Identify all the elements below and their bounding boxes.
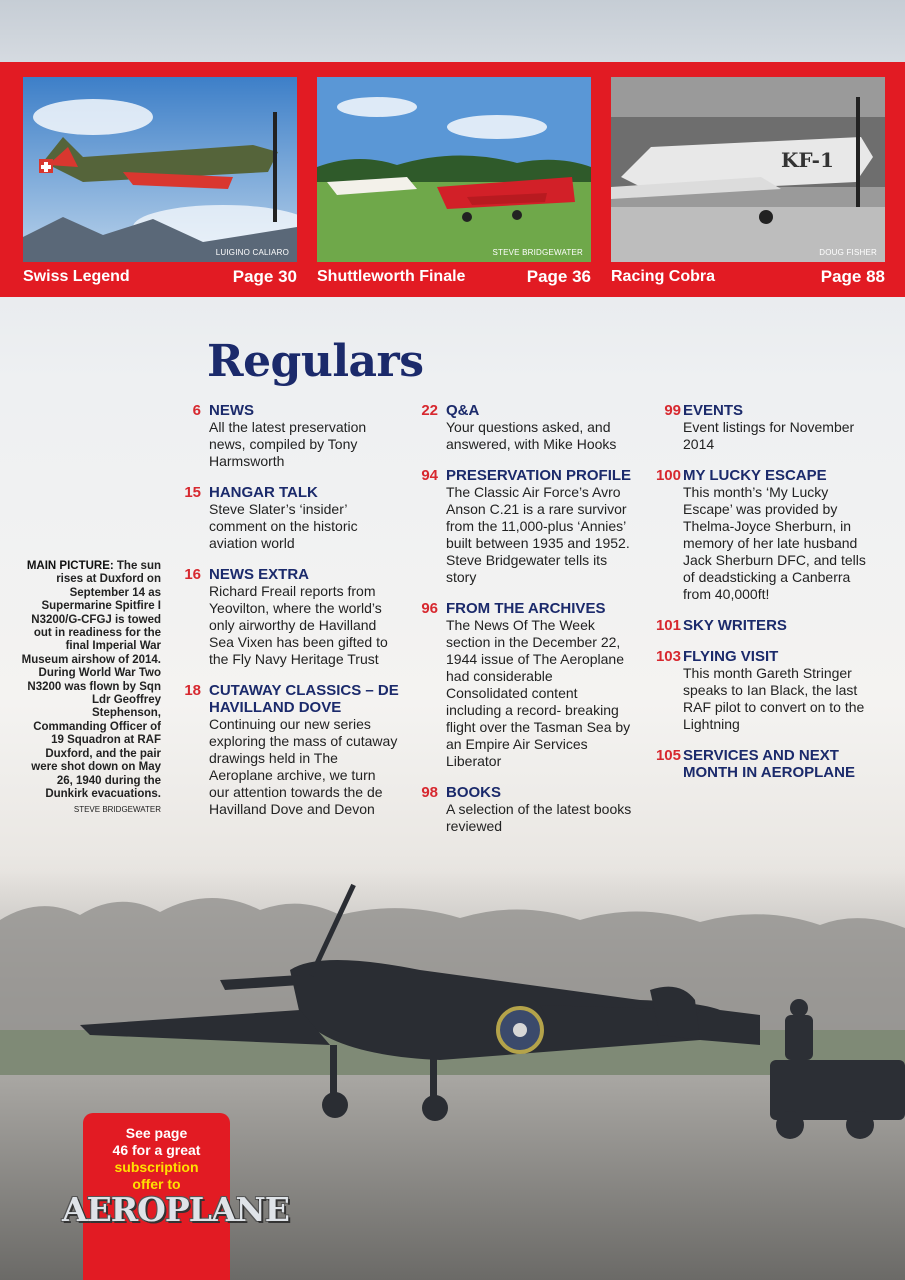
entry-page-number: 100	[655, 467, 681, 484]
contents-entry[interactable]	[421, 467, 636, 586]
entry-title: NEWS	[209, 402, 254, 419]
entry-title: NEWS EXTRA	[209, 566, 310, 583]
photo-credit: LUIGINO CALIARO	[215, 248, 289, 257]
contents-entry[interactable]	[655, 747, 878, 781]
entry-description: The News Of The Week section in the December 22, 1944 issue of The Aeroplane had considerable Consolidated content including a record- breaking flight over the Tasman Sea by an Empire Air Services Liberator	[446, 617, 631, 769]
entry-description: The Classic Air Force’s Avro Anson C.21 is a rare survivor from the 11,000-plus ‘Annies’ built between 1935 and 1952. Steve Bridgewater tells its story	[446, 484, 630, 585]
contents-entry[interactable]	[184, 682, 399, 818]
contents-entry[interactable]	[655, 617, 878, 634]
entry-page-number: 22	[421, 402, 438, 419]
caption-swiss-legend[interactable]: Swiss Legend	[23, 268, 130, 285]
feature-strip	[0, 62, 905, 297]
entry-description: This month’s ‘My Lucky Escape’ was provided by Thelma-Joyce Sherburn, in memory of her late husband Jack Sherburn DFC, and tells of deadsticking a Canberra from 40,000ft!	[683, 484, 866, 602]
entry-page-number: 101	[655, 617, 681, 634]
entry-description: All the latest preservation news, compiled by Tony Harmsworth	[209, 419, 367, 469]
photo-credit: STEVE BRIDGEWATER	[492, 248, 583, 257]
section-heading: Regulars	[207, 336, 424, 387]
caption-racing-cobra[interactable]: Racing Cobra	[611, 268, 716, 285]
roundel-centre	[513, 1023, 527, 1037]
promo-line-highlight: subscription	[114, 1159, 199, 1175]
entry-title: FROM THE ARCHIVES	[446, 600, 606, 617]
page-ref-shuttleworth-finale[interactable]: Page 36	[526, 267, 591, 286]
aeroplane-logo: AEROPLANE	[62, 1190, 289, 1229]
contents-entry[interactable]	[421, 600, 636, 770]
entry-page-number: 96	[421, 600, 438, 617]
entry-title: SERVICES AND NEXT MONTH IN AEROPLANE	[683, 747, 855, 781]
entry-description: Event listings for November 2014	[683, 419, 855, 452]
photo-racing-cobra[interactable]	[611, 77, 885, 262]
entry-description: Richard Freail reports from Yeovilton, where the world’s only airworthy de Havilland Sea Vixen has been gifted to the Fly Navy Heritage Trust	[209, 583, 388, 667]
entry-page-number: 15	[184, 484, 201, 501]
entry-title: SKY WRITERS	[683, 617, 787, 634]
contents-entry[interactable]	[184, 566, 399, 668]
contents-entry[interactable]	[192, 402, 399, 470]
promo-line: See page	[125, 1125, 188, 1141]
contents-column-3	[655, 402, 878, 795]
caption-label: MAIN PICTURE:	[26, 560, 114, 572]
contents-column-1	[184, 402, 399, 832]
entry-description: Steve Slater’s ‘insider’ comment on the historic aviation world	[209, 501, 358, 551]
entry-page-number: 98	[421, 784, 438, 801]
entry-page-number: 94	[421, 467, 438, 484]
promo-line-highlight: offer to	[132, 1176, 181, 1192]
contents-entry[interactable]	[184, 484, 399, 552]
photo-shuttleworth-finale[interactable]	[317, 77, 591, 262]
entry-title: BOOKS	[446, 784, 502, 801]
entry-page-number: 99	[664, 402, 681, 419]
entry-page-number: 105	[655, 747, 681, 764]
page-ref-swiss-legend[interactable]: Page 30	[232, 267, 297, 286]
main-picture-caption	[20, 560, 161, 817]
entry-page-number: 103	[655, 648, 681, 665]
promo-line: 46 for a great	[112, 1142, 201, 1158]
entry-title: PRESERVATION PROFILE	[446, 467, 632, 484]
entry-description: Your questions asked, and answered, with Mike Hooks	[446, 419, 617, 452]
entry-title: EVENTS	[683, 402, 744, 419]
entry-title: CUTAWAY CLASSICS – DE HAVILLAND DOVE	[209, 682, 399, 716]
contents-entry[interactable]	[421, 784, 636, 835]
entry-description: Continuing our new series exploring the mass of cutaway drawings held in The Aeroplane archive, we turn our attention towards the de Havilland Dove and Devon	[209, 716, 398, 817]
contents-column-2	[421, 402, 636, 849]
photo-swiss-legend[interactable]	[23, 77, 297, 262]
contents-entry[interactable]	[655, 467, 878, 603]
entry-title: MY LUCKY ESCAPE	[683, 467, 827, 484]
page-ref-racing-cobra[interactable]: Page 88	[820, 267, 885, 286]
contents-entry[interactable]	[421, 402, 636, 453]
entry-title: HANGAR TALK	[209, 484, 318, 501]
caption-credit: STEVE BRIDGEWATER	[73, 805, 161, 815]
caption-shuttleworth-finale[interactable]: Shuttleworth Finale	[317, 268, 466, 285]
entry-page-number: 6	[192, 402, 201, 419]
entry-description: This month Gareth Stringer speaks to Ian Black, the last RAF pilot to convert on to the Lightning	[683, 665, 865, 732]
entry-title: Q&A	[446, 402, 480, 419]
caption-text: The sun rises at Duxford on September 14 as Supermarine Spitfire I N3200/G-CFGJ is towed out in readiness for the final Imperial War Museum airshow of 2014. During World War Two N3200 was flown by Sqn Ldr Geoffrey Stephenson, Commanding Officer of 19 Squadron at RAF Duxford, and the pair were shot down on May 26, 1940 during the Dunkirk evacuations.	[21, 560, 161, 800]
svg-text:KF-1: KF-1	[781, 148, 834, 172]
entry-description: A selection of the latest books reviewed	[446, 801, 632, 834]
entry-title: FLYING VISIT	[683, 648, 779, 665]
entry-page-number: 16	[184, 566, 201, 583]
contents-entry[interactable]	[664, 402, 878, 453]
entry-page-number: 18	[184, 682, 201, 699]
promo-text	[83, 1125, 230, 1193]
photo-credit: DOUG FISHER	[819, 248, 877, 257]
contents-entry[interactable]	[655, 648, 878, 733]
